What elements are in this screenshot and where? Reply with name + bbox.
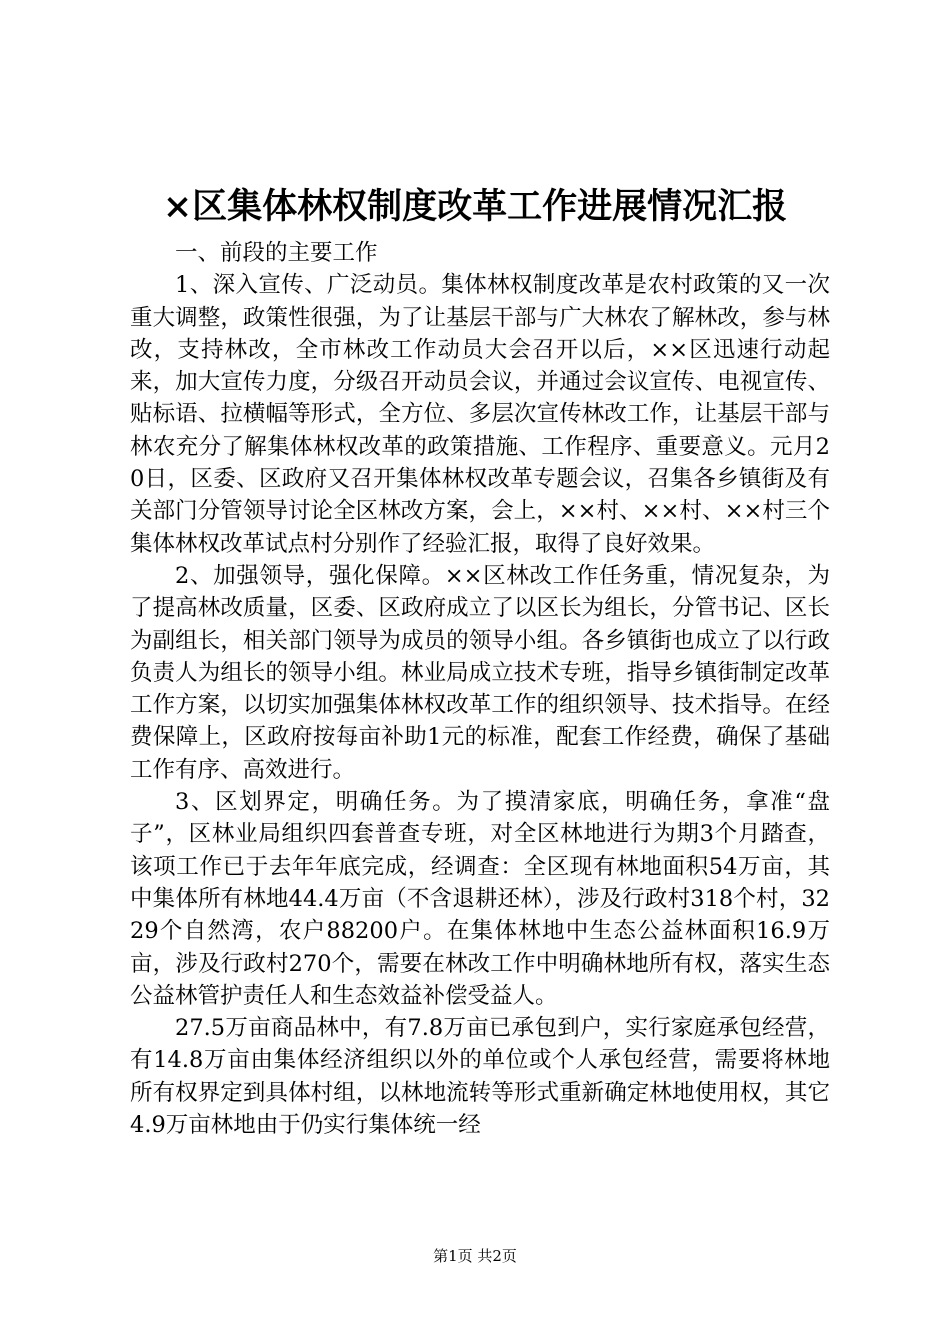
- page-footer: 第1页 共2页: [433, 1247, 517, 1265]
- paragraph-2: 2、加强领导，强化保障。××区林改工作任务重，情况复杂，为了提高林改质量，区委、区政府成立了以区长为组长，分管书记、区长为副组长，相关部门领导为成员的领导小组。各乡镇街也成立了以行政负责人为组长的领导小组。林业局成立技术专班，指导乡镇街制定改革工作方案，以切实加强集体林权改革工作的组织领导、技术指导。在经费保障上，区政府按每亩补助1元的标准，配套工作经费，确保了基础工作有序、高效进行。: [130, 562, 830, 783]
- section-heading: 一、前段的主要工作: [175, 240, 378, 266]
- paragraph-3: 3、区划界定，明确任务。为了摸清家底，明确任务，拿准“盘子”，区林业局组织四套普查专班，对全区林地进行为期3个月踏查，该项工作已于去年年底完成，经调查：全区现有林地面积54万亩，其中集体所有林地44.4万亩（不含退耕还林），涉及行政村318个村，3229个自然湾，农户88200户。在集体林地中生态公益林面积16.9万亩，涉及行政村270个，需要在林改工作中明确林地所有权，落实生态公益林管护责任人和生态效益补偿受益人。: [130, 789, 830, 1009]
- document-title: ×区集体林权制度改革工作进展情况汇报: [162, 186, 788, 227]
- document-body: [130, 237, 830, 1141]
- paragraph-1: 1、深入宣传、广泛动员。集体林权制度改革是农村政策的又一次重大调整，政策性很强，为了让基层干部与广大林农了解林改，参与林改，支持林改，全市林改工作动员大会召开以后，××区迅速行动起来，加大宣传力度，分级召开动员会议，并通过会议宣传、电视宣传、贴标语、拉横幅等形式，全方位、多层次宣传林改工作，让基层干部与林农充分了解集体林权改革的政策措施、工作程序、重要意义。元月20日，区委、区政府又召开集体林权改革专题会议，召集各乡镇街及有关部门分管领导讨论全区林改方案，会上，××村、××村、××村三个集体林权改革试点村分别作了经验汇报，取得了良好效果。: [130, 272, 830, 557]
- paragraph-4: 27.5万亩商品林中，有7.8万亩已承包到户，实行家庭承包经营，有14.8万亩由集体经济组织以外的单位或个人承包经营，需要将林地所有权界定到具体村组，以林地流转等形式重新确定林地使用权，其它4.9万亩林地由于仍实行集体统一经: [130, 1015, 830, 1139]
